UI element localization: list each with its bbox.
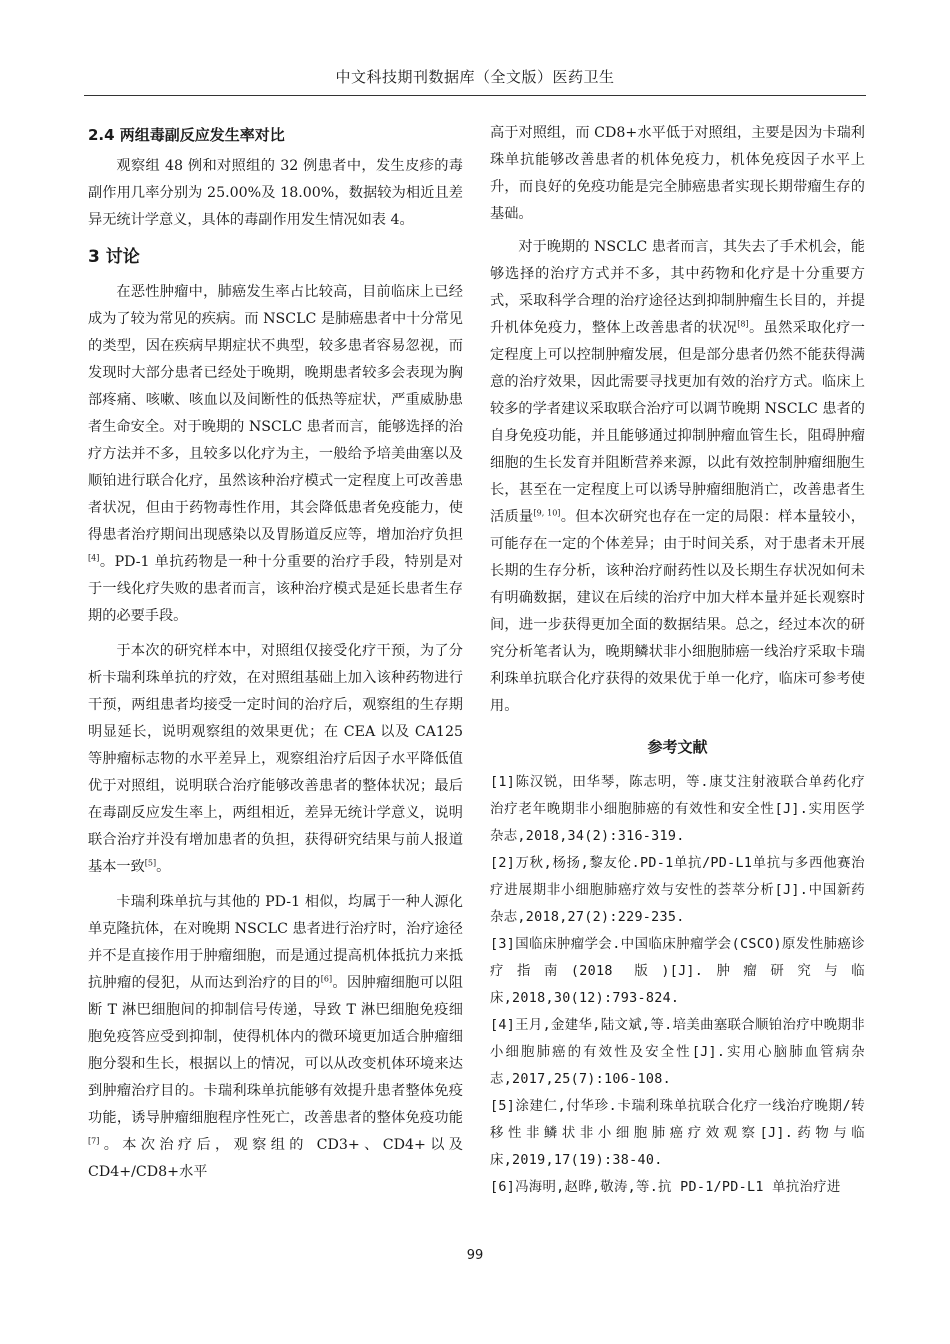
section-2-4-paragraph: 观察组 48 例和对照组的 32 例患者中，发生皮疹的毒副作用几率分别为 25.00%及 18.00%，数据较为相近且差异无统计学意义，具体的毒副作用发生情况如表 4。 <box>88 158 463 228</box>
citation[interactable]: [4] <box>88 553 100 563</box>
journal-header: 中文科技期刊数据库（全文版）医药卫生 <box>84 66 866 96</box>
reference-item: [5]涂建仁,付华珍.卡瑞利珠单抗联合化疗一线治疗晚期/转移性非鳞状非小细胞肺癌疗效观察[J].药物与临床,2019,17(19):38-40. <box>490 1099 865 1168</box>
citation[interactable]: [5] <box>144 858 157 868</box>
section-3-title: 3 讨论 <box>88 247 140 267</box>
page-number: 99 <box>466 1248 484 1263</box>
reference-item: [4]王月,金建华,陆文斌,等.培美曲塞联合顺铂治疗中晚期非小细胞肺癌的有效性及安全性[J].实用心脑肺血管病杂志,2017,25(7):106-108. <box>490 1018 865 1087</box>
right-column <box>490 120 865 1201</box>
discussion-paragraph-3: 卡瑞利珠单抗与其他的 PD-1 相似，均属于一种人源化单克隆抗体，在对晚期 NSCLC 患者进行治疗时，治疗途径并不是直接作用于肿瘤细胞，而是通过提高机体抵抗力来抵抗肿瘤的侵犯，从而达到治疗的目的[6]。因肿瘤细胞可以阻断 T 淋巴细胞间的抑制信号传递，导致 T 淋巴细胞免疫细胞免疫答应受到抑制，使得机体内的微环境更加适合肿瘤细胞分裂和生长，根据以上的情况，可以从改变机体环境来达到肿瘤治疗目的。卡瑞利珠单抗能够有效提升患者整体免疫功能，诱导肿瘤细胞程序性死亡，改善患者的整体免疫功能[7]。本次治疗后，观察组的 CD3+、CD4+以及 CD4+/CD8+水平 <box>88 894 463 1180</box>
citation[interactable]: [6] <box>320 974 333 984</box>
reference-item: [6]冯海明,赵晔,敬涛,等.抗 PD-1/PD-L1 单抗治疗进 <box>490 1180 841 1195</box>
discussion-paragraph-4: 对于晚期的 NSCLC 患者而言，其失去了手术机会，能够选择的治疗方式并不多，其中药物和化疗是十分重要方式，采取科学合理的治疗途径达到抑制肿瘤生长目的，并提升机体免疫力，整体上改善患者的状况[8]。虽然采取化疗一定程度上可以控制肿瘤发展，但是部分患者仍然不能获得满意的治疗效果，因此需要寻找更加有效的治疗方式。临床上较多的学者建议采取联合治疗可以调节晚期 NSCLC 患者的自身免疫功能，并且能够通过抑制肿瘤血管生长，阻碍肿瘤细胞的生长发育并阻断营养来源，以此有效控制肿瘤细胞生长，甚至在一定程度上可以诱导肿瘤细胞消亡，改善患者生活质量[9, 10]。但本次研究也存在一定的局限：样本量较小，可能存在一定的个体差异；由于时间关系，对于患者未开展长期的生存分析，该种治疗耐药性以及长期生存状况如何未有明确数据，建议在后续的治疗中加大样本量并延长观察时间，进一步获得更加全面的数据结果。总之，经过本次的研究分析笔者认为，晚期鳞状非小细胞肺癌一线治疗采取卡瑞利珠单抗联合化疗获得的效果优于单一化疗，临床可参考使用。 <box>490 239 865 714</box>
reference-item: [2]万秋,杨扬,黎友伦.PD-1单抗/PD-L1单抗与多西他赛治疗进展期非小细胞肺癌疗效与安性的荟萃分析[J].中国新药杂志,2018,27(2):229-235. <box>490 856 865 925</box>
discussion-paragraph-2: 于本次的研究样本中，对照组仅接受化疗干预，为了分析卡瑞利珠单抗的疗效，在对照组基础上加入该种药物进行干预，两组患者均接受一定时间的治疗后，观察组的生存期明显延长，说明观察组的效果更优；在 CEA 以及 CA125 等肿瘤标志物的水平差异上，观察组治疗后因子水平降低值优于对照组，说明联合治疗能够改善患者的整体状况；最后在毒副反应发生率上，两组相近，差异无统计学意义，说明联合治疗并没有增加患者的负担，获得研究结果与前人报道基本一致[5]。 <box>88 643 463 875</box>
continued-paragraph: 高于对照组，而 CD8+水平低于对照组，主要是因为卡瑞利珠单抗能够改善患者的机体免疫力，机体免疫因子水平上升，而良好的免疫功能是完全肺癌患者实现长期带瘤生存的基础。 <box>490 125 865 222</box>
reference-item: [1]陈汉锐，田华琴，陈志明，等.康艾注射液联合单药化疗治疗老年晚期非小细胞肺癌的有效性和安全性[J].实用医学杂志,2018,34(2):316-319. <box>490 775 865 844</box>
left-column <box>88 118 463 1186</box>
references-title: 参考文献 <box>647 738 708 756</box>
reference-item: [3]国临床肿瘤学会.中国临床肿瘤学会(CSCO)原发性肺癌诊疗指南(2018 版)[J].肿瘤研究与临床,2018,30(12):793-824. <box>490 937 865 1006</box>
section-2-4-title: 2.4 两组毒副反应发生率对比 <box>88 126 285 144</box>
citation[interactable]: [7] <box>88 1136 100 1146</box>
discussion-paragraph-1: 在恶性肿瘤中，肺癌发生率占比较高，目前临床上已经成为了较为常见的疾病。而 NSCLC 是肺癌患者中十分常见的类型，因在疾病早期症状不典型，较多患者容易忽视，而发现时大部分患者已经处于晚期，晚期患者较多会表现为胸部疼痛、咳嗽、咳血以及间断性的低热等症状，严重威胁患者生命安全。对于晚期的 NSCLC 患者而言，能够选择的治疗方法并不多，且较多以化疗为主，一般给予培美曲塞以及顺铂进行联合化疗，虽然该种治疗模式一定程度上可改善患者状况，但由于药物毒性作用，其会降低患者免疫能力，使得患者治疗期间出现感染以及胃肠道反应等，增加治疗负担[4]。PD-1 单抗药物是一种十分重要的治疗手段，特别是对于一线化疗失败的患者而言，该种治疗模式是延长患者生存期的必要手段。 <box>88 284 463 624</box>
citation[interactable]: [8] <box>737 319 749 329</box>
citation[interactable]: [9, 10] <box>533 508 561 518</box>
